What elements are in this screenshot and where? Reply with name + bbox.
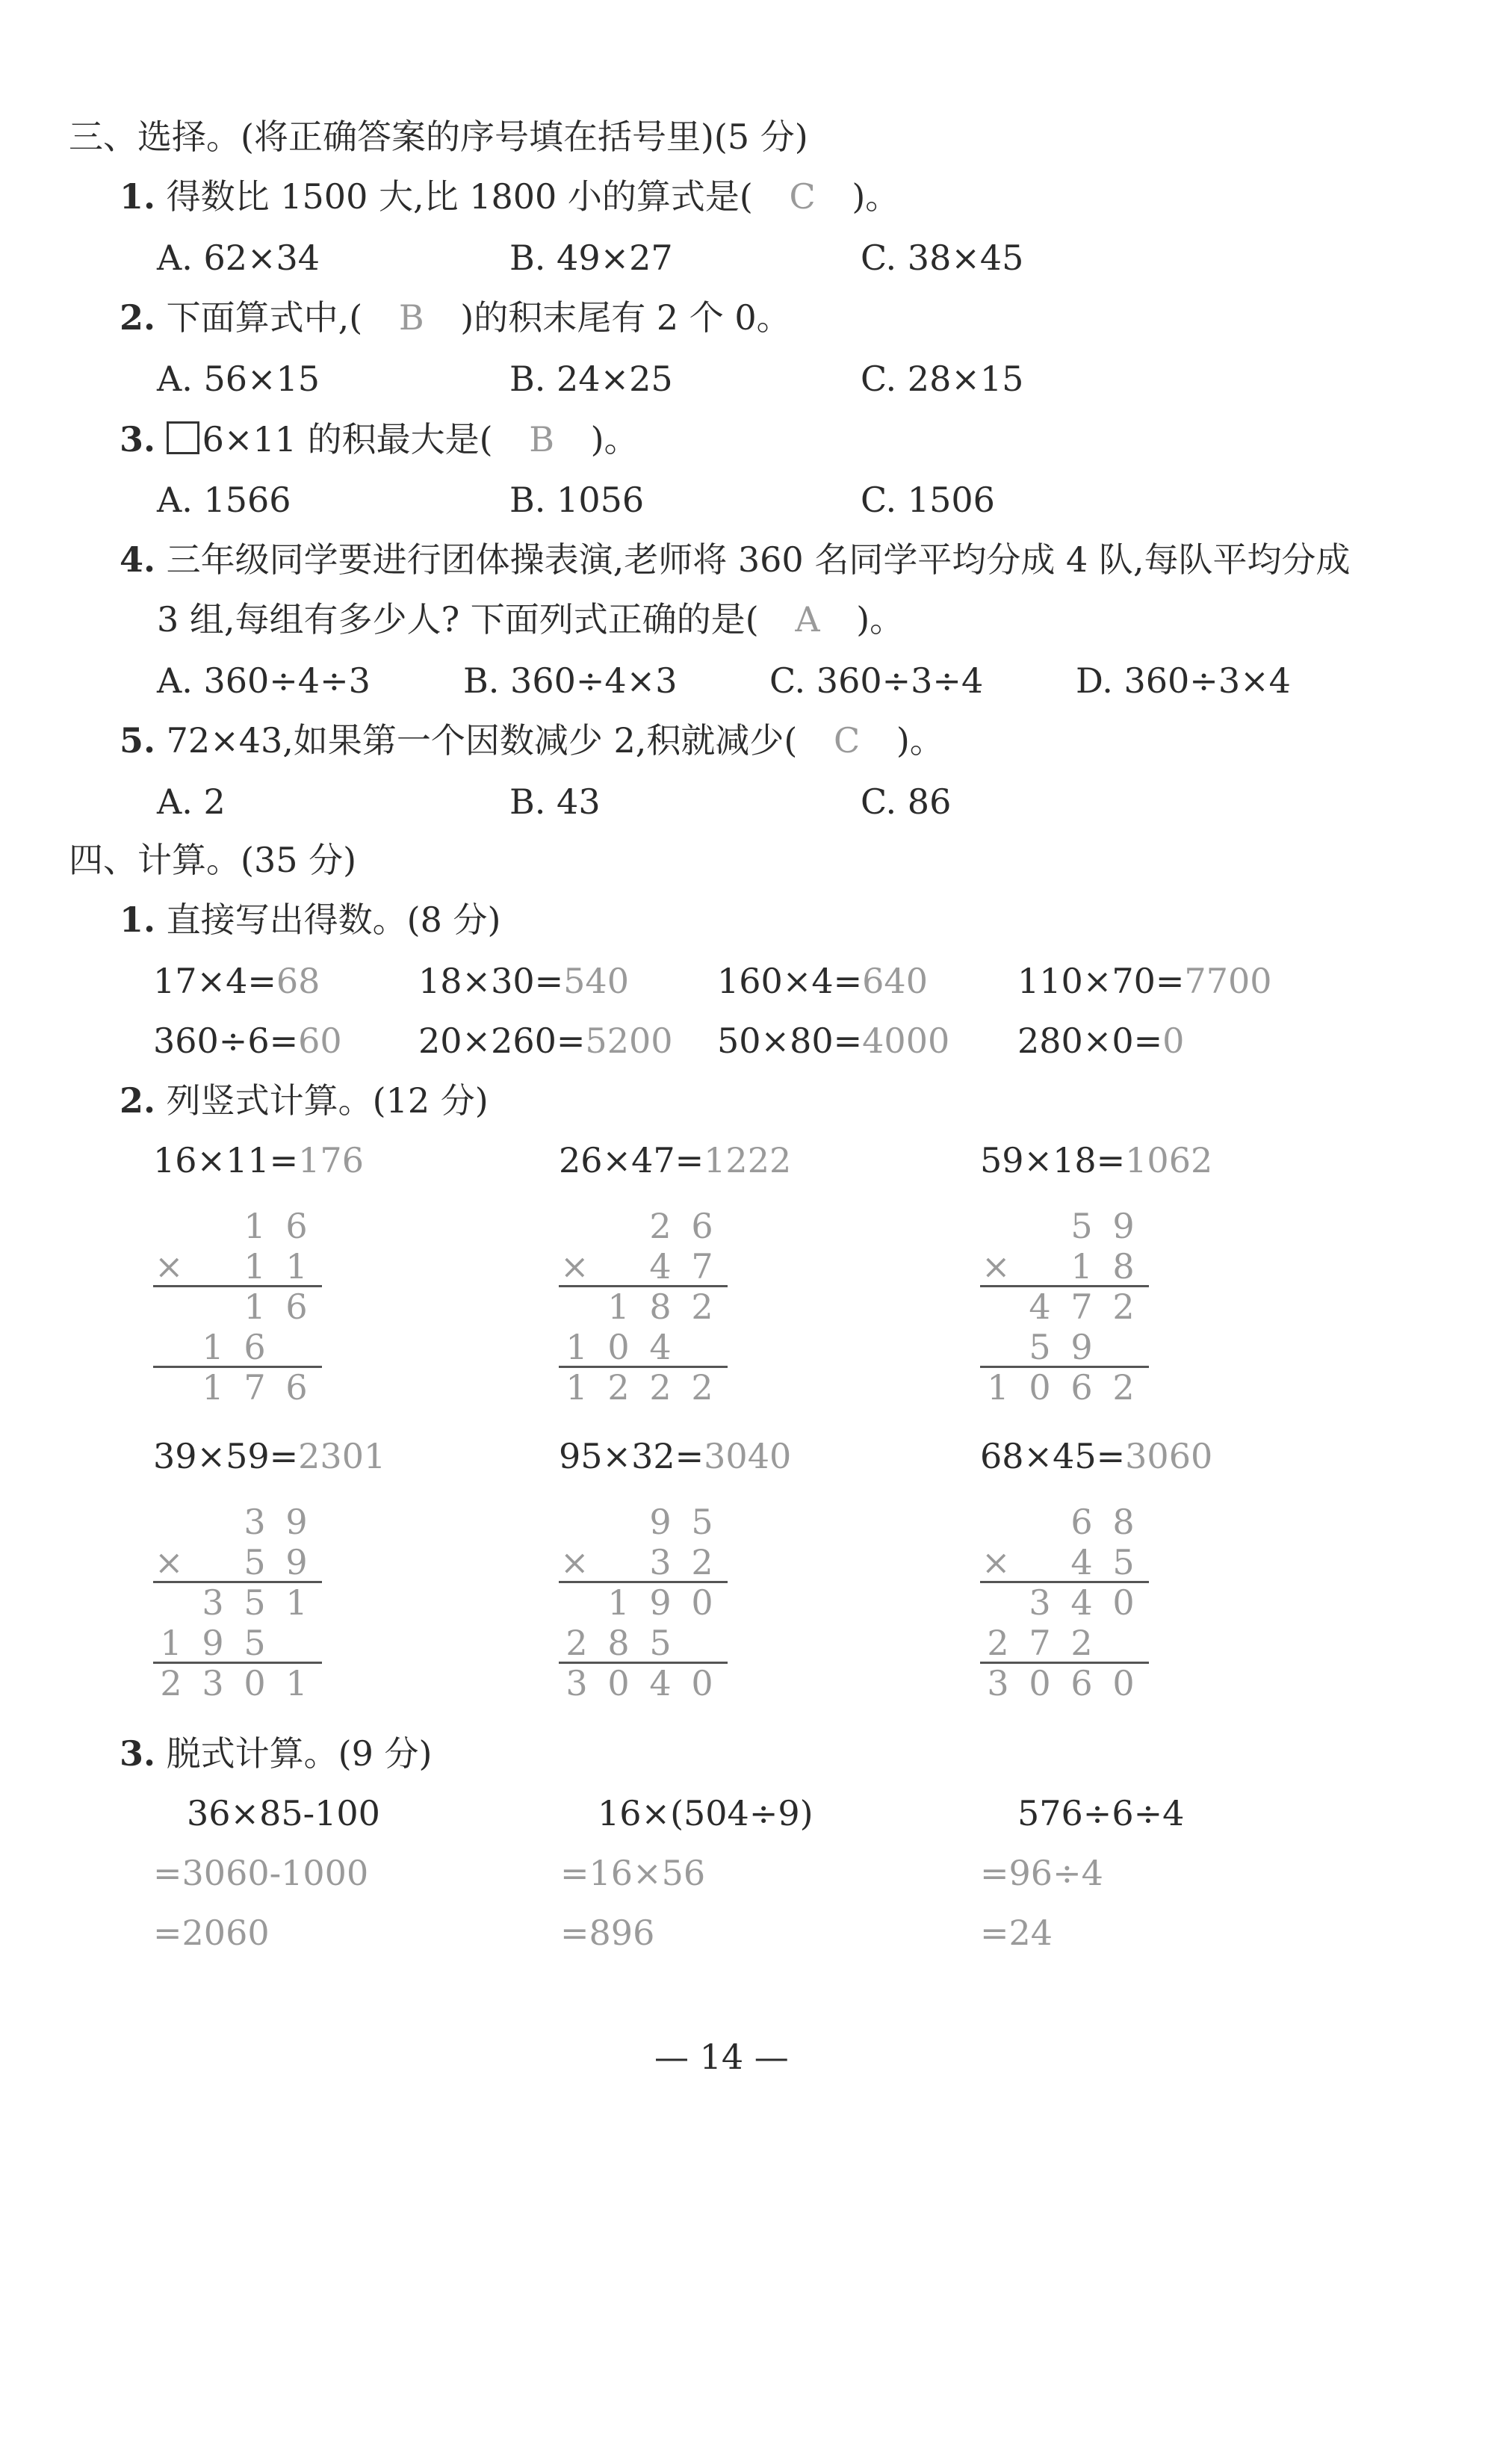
partial-product-2-digit: 0 <box>607 1327 630 1367</box>
option-c: C. 1506 <box>861 480 995 520</box>
answer: 4000 <box>862 1021 950 1061</box>
partial-product-2-digit: 1 <box>565 1327 588 1367</box>
question-2 <box>120 297 791 338</box>
product-digit: 2 <box>160 1663 182 1703</box>
question-text-end: )。 <box>852 176 900 217</box>
product-digit: 1 <box>565 1367 588 1408</box>
question-text: 三年级同学要进行团体操表演,老师将 360 名同学平均分成 4 队,每队平均分成 <box>166 539 1351 580</box>
part-number: 1. <box>120 900 156 940</box>
question-text-end: )。 <box>856 599 905 640</box>
partial-product-1-digit: 9 <box>649 1582 672 1623</box>
oral-calc-item <box>418 961 629 1001</box>
partial-product-1-digit: 0 <box>1112 1582 1135 1623</box>
partial-product-1-digit: 7 <box>1070 1287 1093 1327</box>
product-digit: 0 <box>1029 1367 1051 1408</box>
partial-product-1-digit: 4 <box>1029 1287 1051 1327</box>
times-sign: × <box>982 1246 1011 1287</box>
option-c: C. 28×15 <box>861 359 1024 399</box>
calc-line <box>559 1285 728 1287</box>
multiplicand-digit: 6 <box>1070 1502 1093 1542</box>
product-digit: 2 <box>607 1367 630 1408</box>
question-text: 6×11 的积最大是( <box>202 419 493 459</box>
question-3 <box>120 419 639 459</box>
product-digit: 6 <box>285 1367 308 1408</box>
partial-product-2-digit: 2 <box>565 1623 588 1663</box>
expression: 360÷6= <box>153 1021 299 1061</box>
answer: B <box>529 419 555 459</box>
question-number: 4. <box>120 539 156 580</box>
multiplicand-digit: 8 <box>1112 1502 1135 1542</box>
question-text: 下面算式中,( <box>166 297 363 338</box>
answer: 60 <box>298 1021 342 1061</box>
answer: 3060 <box>1125 1436 1213 1476</box>
partial-product-1-digit: 0 <box>691 1582 713 1623</box>
expression: 59×18= <box>980 1140 1126 1180</box>
multiplicand-digit: 2 <box>649 1206 672 1246</box>
partial-product-2-digit: 5 <box>649 1623 672 1663</box>
question-number: 5. <box>120 720 156 761</box>
partial-product-2-digit: 5 <box>244 1623 266 1663</box>
oral-calc-item <box>153 1021 342 1061</box>
step-calc-step-1: =16×56 <box>560 1853 706 1893</box>
product-digit: 3 <box>565 1663 588 1703</box>
answer: 7700 <box>1184 961 1272 1001</box>
calc-line <box>559 1662 728 1664</box>
vertical-calc-equation <box>153 1436 386 1476</box>
multiplier-digit: 8 <box>1112 1246 1135 1287</box>
section3-title: 三、选择。(将正确答案的序号填在括号里)(5 分) <box>69 117 808 157</box>
calc-line <box>980 1662 1149 1664</box>
times-sign: × <box>560 1542 589 1582</box>
partial-product-2-digit: 2 <box>1070 1623 1093 1663</box>
answer: 3040 <box>704 1436 792 1476</box>
product-digit: 7 <box>244 1367 266 1408</box>
option-b: B. 1056 <box>509 480 645 520</box>
option-a: A. 62×34 <box>157 238 320 278</box>
answer: 68 <box>276 961 320 1001</box>
step-calc-step-2: =2060 <box>153 1913 270 1953</box>
part-title-text: 直接写出得数。(8 分) <box>166 900 501 940</box>
question-number: 1. <box>120 176 156 217</box>
part-number: 3. <box>120 1733 156 1774</box>
answer: 1062 <box>1125 1140 1213 1180</box>
expression: 110×70= <box>1017 961 1185 1001</box>
product-digit: 1 <box>987 1367 1009 1408</box>
question-5 <box>120 720 944 761</box>
vertical-calc-equation <box>153 1140 364 1180</box>
option-a: A. 1566 <box>157 480 291 520</box>
expression: 26×47= <box>559 1140 704 1180</box>
question-text: 得数比 1500 大,比 1800 小的算式是( <box>166 176 753 217</box>
calc-line <box>559 1581 728 1583</box>
vertical-calc-equation <box>980 1140 1213 1180</box>
partial-product-2-digit: 1 <box>160 1623 182 1663</box>
part-title-text: 列竖式计算。(12 分) <box>166 1080 489 1121</box>
part2-title <box>120 1080 489 1121</box>
part-number: 2. <box>120 1080 156 1121</box>
multiplier-digit: 4 <box>1070 1542 1093 1582</box>
partial-product-1-digit: 2 <box>691 1287 713 1327</box>
question-text-end: )。 <box>896 720 944 761</box>
partial-product-1-digit: 8 <box>649 1287 672 1327</box>
expression: 95×32= <box>559 1436 704 1476</box>
step-calc-step-1: =3060-1000 <box>153 1853 369 1893</box>
section4-title: 四、计算。(35 分) <box>69 840 357 880</box>
vertical-calc-equation <box>559 1436 792 1476</box>
multiplicand-digit: 6 <box>285 1206 308 1246</box>
question-text-end: )的积末尾有 2 个 0。 <box>460 297 791 338</box>
answer: C <box>833 720 861 761</box>
multiplicand-digit: 6 <box>691 1206 713 1246</box>
answer: 5200 <box>585 1021 673 1061</box>
answer: 2301 <box>298 1436 386 1476</box>
multiplier-digit: 5 <box>244 1542 266 1582</box>
partial-product-2-digit: 2 <box>987 1623 1009 1663</box>
answer: 640 <box>862 961 928 1001</box>
calc-line <box>153 1366 322 1368</box>
option-b: B. 360÷4×3 <box>463 660 678 701</box>
product-digit: 0 <box>1029 1663 1051 1703</box>
oral-calc-item <box>1017 1021 1185 1061</box>
partial-product-1-digit: 3 <box>1029 1582 1051 1623</box>
multiplier-digit: 7 <box>691 1246 713 1287</box>
multiplier-digit: 1 <box>244 1246 266 1287</box>
answer: B <box>398 297 424 338</box>
question-number: 2. <box>120 297 156 338</box>
partial-product-1-digit: 1 <box>607 1582 630 1623</box>
calc-line <box>559 1366 728 1368</box>
blank-box <box>167 421 199 454</box>
product-digit: 0 <box>607 1663 630 1703</box>
vertical-calc-equation <box>980 1436 1213 1476</box>
multiplier-digit: 3 <box>649 1542 672 1582</box>
option-b: B. 24×25 <box>509 359 673 399</box>
expression: 20×260= <box>418 1021 586 1061</box>
partial-product-2-digit: 8 <box>607 1623 630 1663</box>
partial-product-2-digit: 9 <box>202 1623 224 1663</box>
part1-title <box>120 900 501 940</box>
product-digit: 0 <box>1112 1663 1135 1703</box>
oral-calc-item <box>717 1021 950 1061</box>
partial-product-1-digit: 1 <box>285 1582 308 1623</box>
option-b: B. 43 <box>509 781 601 822</box>
question-number: 3. <box>120 419 156 459</box>
expression: 18×30= <box>418 961 564 1001</box>
question-1 <box>120 176 900 217</box>
step-calc-step-2: =24 <box>980 1913 1053 1953</box>
product-digit: 1 <box>202 1367 224 1408</box>
multiplier-digit: 4 <box>649 1246 672 1287</box>
option-a: A. 56×15 <box>157 359 320 399</box>
question-text: 72×43,如果第一个因数减少 2,积就减少( <box>166 720 798 761</box>
multiplier-digit: 1 <box>1070 1246 1093 1287</box>
calc-line <box>153 1581 322 1583</box>
multiplier-digit: 5 <box>1112 1542 1135 1582</box>
partial-product-1-digit: 6 <box>285 1287 308 1327</box>
vertical-calc-equation <box>559 1140 792 1180</box>
expression: 39×59= <box>153 1436 299 1476</box>
option-d: D. 360÷3×4 <box>1076 660 1291 701</box>
option-b: B. 49×27 <box>509 238 673 278</box>
calc-line <box>153 1285 322 1287</box>
product-digit: 3 <box>202 1663 224 1703</box>
expression: 50×80= <box>717 1021 863 1061</box>
times-sign: × <box>155 1542 184 1582</box>
multiplicand-digit: 3 <box>244 1502 266 1542</box>
multiplicand-digit: 5 <box>691 1502 713 1542</box>
expression: 16×11= <box>153 1140 299 1180</box>
step-calc-step-1: =96÷4 <box>980 1853 1103 1893</box>
product-digit: 1 <box>285 1663 308 1703</box>
step-calc-expression: 576÷6÷4 <box>1017 1793 1185 1833</box>
part-title-text: 脱式计算。(9 分) <box>166 1733 433 1774</box>
step-calc-expression: 36×85-100 <box>187 1793 380 1833</box>
part3-title <box>120 1733 433 1774</box>
product-digit: 4 <box>649 1663 672 1703</box>
option-c: C. 38×45 <box>861 238 1024 278</box>
question-4 <box>120 539 1351 580</box>
partial-product-1-digit: 4 <box>1070 1582 1093 1623</box>
multiplier-digit: 9 <box>285 1542 308 1582</box>
step-calc-step-2: =896 <box>560 1913 655 1953</box>
partial-product-2-digit: 5 <box>1029 1327 1051 1367</box>
product-digit: 0 <box>691 1663 713 1703</box>
expression: 160×4= <box>717 961 863 1001</box>
product-digit: 2 <box>1112 1367 1135 1408</box>
oral-calc-item <box>153 961 320 1001</box>
multiplicand-digit: 5 <box>1070 1206 1093 1246</box>
answer: 540 <box>563 961 629 1001</box>
answer: 0 <box>1162 1021 1185 1061</box>
oral-calc-item <box>418 1021 673 1061</box>
product-digit: 3 <box>987 1663 1009 1703</box>
calc-line <box>980 1581 1149 1583</box>
oral-calc-item <box>717 961 928 1001</box>
answer: 176 <box>298 1140 364 1180</box>
calc-line <box>980 1366 1149 1368</box>
partial-product-2-digit: 1 <box>202 1327 224 1367</box>
product-digit: 6 <box>1070 1367 1093 1408</box>
expression: 68×45= <box>980 1436 1126 1476</box>
page-number: — 14 — <box>654 2037 789 2077</box>
multiplicand-digit: 1 <box>244 1206 266 1246</box>
answer: 1222 <box>704 1140 792 1180</box>
option-a: A. 2 <box>157 781 226 822</box>
partial-product-1-digit: 1 <box>244 1287 266 1327</box>
oral-calc-item <box>1017 961 1272 1001</box>
product-digit: 6 <box>1070 1663 1093 1703</box>
question-4-line2 <box>157 599 905 640</box>
multiplicand-digit: 9 <box>1112 1206 1135 1246</box>
step-calc-expression: 16×(504÷9) <box>598 1793 813 1833</box>
partial-product-2-digit: 9 <box>1070 1327 1093 1367</box>
partial-product-1-digit: 3 <box>202 1582 224 1623</box>
product-digit: 2 <box>649 1367 672 1408</box>
multiplier-digit: 2 <box>691 1542 713 1582</box>
times-sign: × <box>982 1542 1011 1582</box>
partial-product-2-digit: 4 <box>649 1327 672 1367</box>
option-c: C. 86 <box>861 781 952 822</box>
calc-line <box>153 1662 322 1664</box>
answer: C <box>789 176 816 217</box>
question-text-end: )。 <box>590 419 639 459</box>
question-text: 3 组,每组有多少人? 下面列式正确的是( <box>157 599 759 640</box>
calc-line <box>980 1285 1149 1287</box>
option-c: C. 360÷3÷4 <box>769 660 984 701</box>
expression: 280×0= <box>1017 1021 1163 1061</box>
answer: A <box>795 599 820 640</box>
option-a: A. 360÷4÷3 <box>157 660 371 701</box>
multiplicand-digit: 9 <box>649 1502 672 1542</box>
multiplier-digit: 1 <box>285 1246 308 1287</box>
partial-product-2-digit: 7 <box>1029 1623 1051 1663</box>
product-digit: 2 <box>691 1367 713 1408</box>
partial-product-1-digit: 1 <box>607 1287 630 1327</box>
partial-product-1-digit: 2 <box>1112 1287 1135 1327</box>
multiplicand-digit: 9 <box>285 1502 308 1542</box>
expression: 17×4= <box>153 961 276 1001</box>
times-sign: × <box>155 1246 184 1287</box>
partial-product-1-digit: 5 <box>244 1582 266 1623</box>
partial-product-2-digit: 6 <box>244 1327 266 1367</box>
times-sign: × <box>560 1246 589 1287</box>
product-digit: 0 <box>244 1663 266 1703</box>
